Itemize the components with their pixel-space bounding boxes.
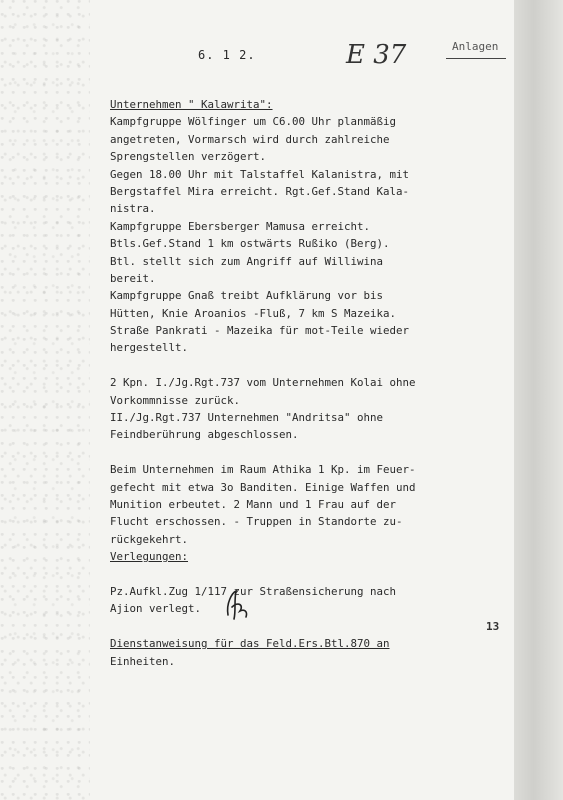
body-line: Einheiten. (110, 654, 176, 668)
body-line: nistra. (110, 202, 156, 216)
body-line: Gegen 18.00 Uhr mit Talstaffel Kalanistra, mit (110, 167, 410, 181)
body-line: Straße Pankrati - Mazeika für mot-Teile wieder (110, 324, 410, 338)
body-line: hergestellt. (110, 341, 189, 355)
handwritten-mark: E 37 (346, 40, 407, 70)
body-line: Flucht erschossen. - Truppen in Standorte zu- (110, 515, 403, 529)
handwritten-initials (222, 585, 252, 625)
document-date: 6. 1 2. (198, 48, 256, 62)
body-line: Unternehmen " Kalawrita": (110, 98, 273, 111)
folio-number: 13 (486, 620, 500, 633)
body-line: Kampfgruppe Ebersberger Mamusa erreicht. (110, 219, 371, 233)
body-line: Btls.Gef.Stand 1 km ostwärts Rußiko (Berg). (110, 237, 390, 251)
scan-margin-strip (514, 0, 563, 800)
body-line: Dienstanweisung für das Feld.Ers.Btl.870 an (110, 637, 390, 651)
body-line: Kampfgruppe Wölfinger um C6.00 Uhr planmäßig (110, 115, 397, 129)
body-line (110, 618, 510, 635)
annex-rule (446, 58, 506, 59)
annex-label: Anlagen (452, 40, 499, 53)
body-line (110, 444, 510, 461)
body-line: Pz.Aufkl.Zug 1/117 zur Straßensicherung nach (110, 584, 397, 598)
body-line: Verlegungen: (110, 550, 189, 564)
body-line: Feindberührung abgeschlossen. (110, 428, 299, 442)
scan-speckle (0, 0, 90, 800)
body-line: gefecht mit etwa 3o Banditen. Einige Waffen und (110, 480, 416, 494)
body-line: Beim Unternehmen im Raum Athika 1 Kp. im Feuer- (110, 463, 416, 477)
body-line: Ajion verlegt. (110, 602, 202, 616)
body-line: Hütten, Knie Aroanios -Fluß, 7 km S Mazeika. (110, 306, 397, 320)
document-body (110, 96, 510, 670)
body-line: Vorkommnisse zurück. (110, 393, 241, 407)
body-line: Kampfgruppe Gnaß treibt Aufklärung vor bis (110, 289, 384, 303)
body-line (110, 357, 510, 374)
body-line: II./Jg.Rgt.737 Unternehmen "Andritsa" ohne (110, 411, 384, 425)
body-line: Sprengstellen verzögert. (110, 150, 267, 164)
body-line: 2 Kpn. I./Jg.Rgt.737 vom Unternehmen Kolai ohne (110, 376, 416, 390)
body-line: rückgekehrt. (110, 532, 189, 546)
body-line: Munition erbeutet. 2 Mann und 1 Frau auf der (110, 497, 397, 511)
body-line: angetreten, Vormarsch wird durch zahlreiche (110, 132, 390, 146)
body-line (110, 566, 510, 583)
body-line: Btl. stellt sich zum Angriff auf Williwina (110, 254, 384, 268)
body-line: Bergstaffel Mira erreicht. Rgt.Gef.Stand Kala- (110, 184, 410, 198)
body-line: bereit. (110, 271, 156, 285)
